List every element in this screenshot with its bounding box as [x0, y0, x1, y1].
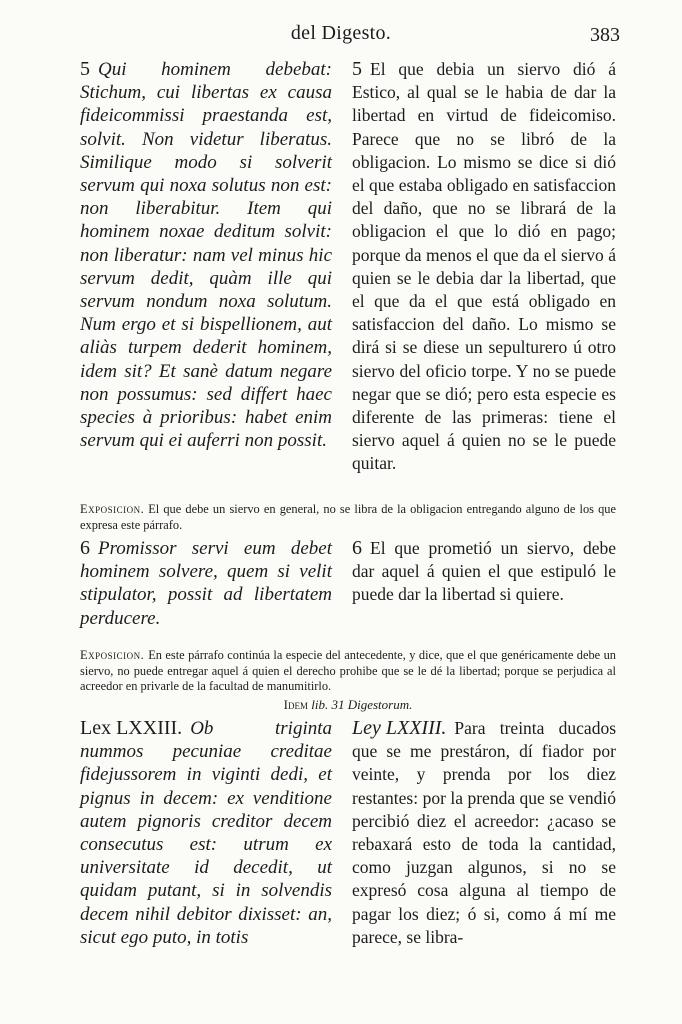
section-6-latin-number: 6	[80, 537, 90, 559]
section-5-spanish	[352, 58, 616, 476]
exposicion-text: En este párrafo continúa la especie del antecedente, y dice, que el que genéricamente debe un siervo, no puede entregar aquel á quien el derecho prohibe que se le dé la libertad; porque se perjudica al acreedor en privarle de la facultad de manumitirlo.	[80, 648, 616, 694]
section-6-exposicion	[80, 648, 616, 695]
exposicion-text: El que debe un siervo en general, no se libra de la obligacion entregando alguno de los que expresa este párrafo.	[80, 502, 616, 532]
running-title: del Digesto.	[290, 22, 392, 44]
section-5-exposicion	[80, 502, 616, 533]
source-idem: Idem	[283, 697, 308, 712]
section-6-latin-text: Promissor servi eum debet hominem solvere, quem si velit stipulator, possit ad libertatem perducere.	[80, 538, 332, 629]
page-number: 383	[590, 24, 620, 46]
lex-73-spanish-heading: Ley LXXIII.	[352, 717, 447, 739]
section-5-latin	[80, 58, 332, 452]
lex-73-spanish-text: Para treinta ducados que se me prestáron, dí fiador por veinte, y prenda por los diez restantes: por la prenda que se vendió percibió diez el acreedor: ¿acaso se rebaxará esto de toda la cantidad, como juzgan algunos, si no se expresó cosa alguna al tiempo de pagar los diez; ó si, como á mí me parece, se libra-	[352, 718, 616, 947]
lex-73-latin-heading: Lex LXXIII.	[80, 717, 183, 739]
section-5-spanish-number: 5	[352, 58, 362, 80]
lex-73-latin-text: Ob triginta nummos pecuniae creditae fidejussorem in viginti dedi, et pignus in decem: ex venditione autem pignoris creditor decem consecutus est: utrum ex universitate id decedit, ut quidam putant, si in solvendis decem nihil debitor dixisset: an, sicut ego puto, in totis	[80, 718, 332, 948]
source-book: lib. 31	[311, 697, 345, 712]
source-citation	[80, 697, 616, 713]
section-5-latin-number: 5	[80, 58, 90, 80]
section-6-latin	[80, 537, 332, 630]
source-work: Digestorum.	[347, 697, 413, 712]
running-header	[0, 22, 682, 52]
lex-73-spanish	[352, 717, 616, 949]
lex-73-latin	[80, 717, 332, 949]
section-5-latin-text: Qui hominem debebat: Stichum, cui libertas ex causa fideicommissi praestanda est, solvit. Non videtur liberatus. Similique modo si solverit servum qui noxa solutus non est: non liberabitur. Item qui hominem noxae deditum solvit: non liberatur: nam vel minus hic servum dedit, quàm ille qui servum nondum noxa solutum. Num ergo et si bispellionem, aut aliàs turpem dederit hominem, idem sit? Et sanè datum negare non possumus: sed differt haec species à prioribus: habet enim servum qui ei auferri non possit.	[80, 59, 332, 452]
section-5-spanish-text: El que debia un siervo dió á Estico, al qual se le habia de dar la libertad en virtud de fideicomiso. Parece que no se libró de la obligacion. Lo mismo se dice si dió el que estaba obligado en satisfaccion del daño, que no se librará de la obligacion el que lo dió en pago; porque da menos el que da el siervo á quien se le debia dar la libertad, que el que da el que está obligado en satisfaccion del daño. Lo mismo se dirá si se diese un sepulturero ú otro siervo del oficio torpe. Y no se puede negar que se dió; pero esta especie es diferente de las primeras: tiene el siervo aquel á quien no se le puede quitar.	[352, 59, 616, 474]
section-6-spanish	[352, 537, 616, 607]
exposicion-label: Exposicion.	[80, 502, 145, 517]
exposicion-label: Exposicion.	[80, 648, 145, 663]
section-6-spanish-number: 6	[352, 537, 362, 559]
section-6-spanish-text: El que prometió un siervo, debe dar aquel á quien el que estipuló le puede dar la libertad si quiere.	[352, 538, 616, 605]
